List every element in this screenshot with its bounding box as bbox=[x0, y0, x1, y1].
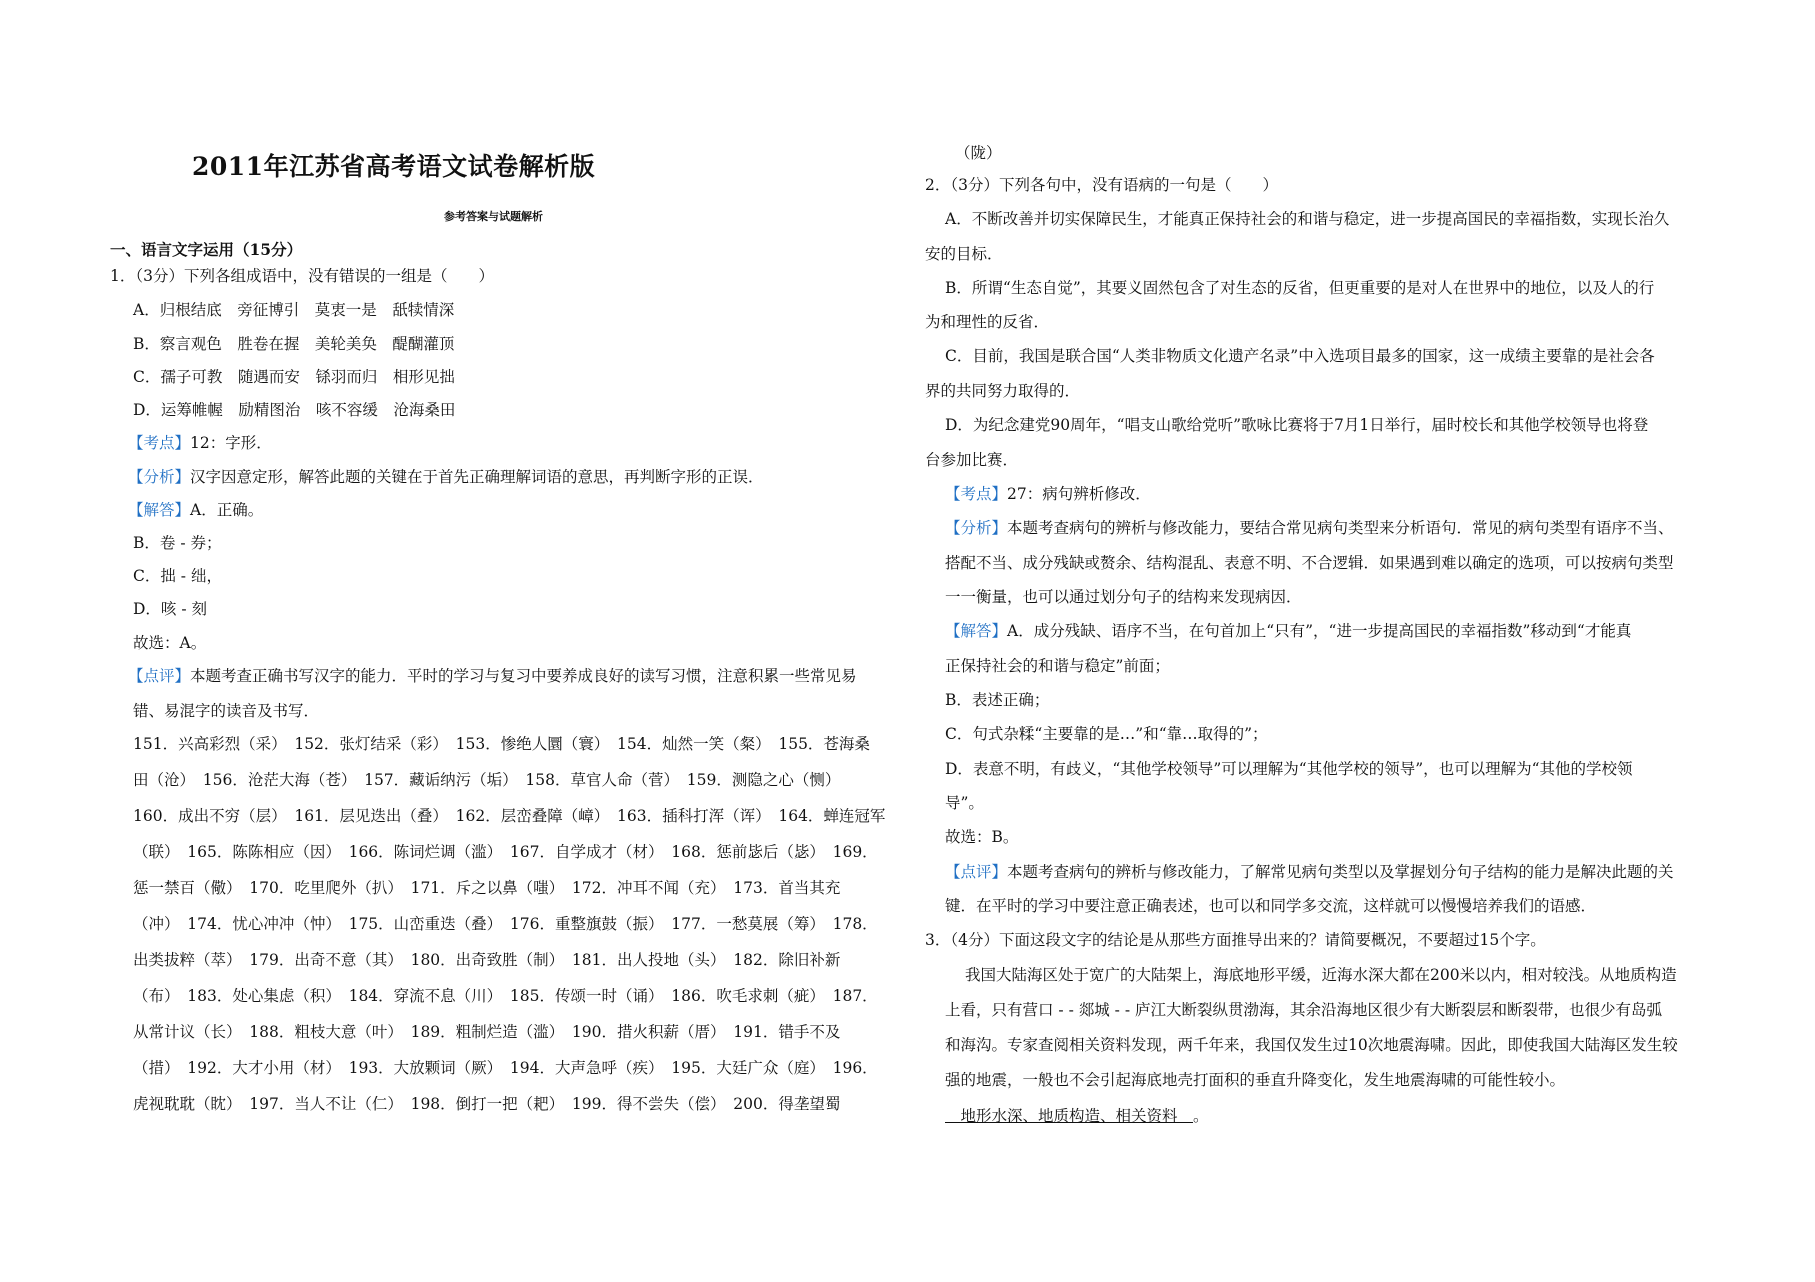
q1-jieda-d: D．咳 - 刻 bbox=[133, 600, 208, 618]
q1-answer: 故选：A。 bbox=[133, 634, 207, 652]
q1-option-d: D．运筹帷幄 励精图治 咳不容缓 沧海桑田 bbox=[133, 401, 456, 419]
kaodian-tag: 【考点】 bbox=[945, 485, 1008, 503]
q2-fenxi-cont: 一一衡量，也可以通过划分句子的结构来发现病因． bbox=[945, 588, 1302, 606]
q1-kaodian bbox=[128, 433, 272, 453]
q1-fenxi-text: 汉字因意定形，解答此题的关键在于首先正确理解词语的意思，再判断字形的正误． bbox=[190, 468, 764, 486]
q2-option-a-cont: 安的目标． bbox=[925, 245, 1003, 263]
list-line: 田（沧） 156．沧茫大海（苍） 157．藏诟纳污（垢） 158．草官人命（菅） 159．测隐之心（恻） bbox=[133, 771, 841, 789]
q2-option-b: B．所谓“生态自觉”，其要义固然包含了对生态的反省，但更重要的是对人在世界中的地位，以及人的行 bbox=[945, 279, 1655, 297]
q1-option-c: C．孺子可教 随遇而安 铩羽而归 相形见拙 bbox=[133, 368, 455, 386]
list-line: 从常计议（长） 188．粗枝大意（叶） 189．粗制烂造（滥） 190．措火积薪（厝） 191．错手不及 bbox=[133, 1023, 841, 1041]
q2-fenxi-text: 本题考查病句的辨析与修改能力，要结合常见病句类型来分析语句．常见的病句类型有语序不当、 bbox=[1007, 519, 1674, 537]
question-1: 1．（3分）下列各组成语中，没有错误的一组是（ ） bbox=[110, 267, 494, 285]
q1-jieda-b: B．卷 - 券； bbox=[133, 534, 222, 552]
q2-answer: 故选：B。 bbox=[945, 828, 1019, 846]
q2-jieda-d-cont: 导”。 bbox=[945, 794, 984, 812]
q1-option-a: A．归根结底 旁征博引 莫衷一是 舐犊情深 bbox=[133, 301, 455, 319]
carryover-text: （陇） bbox=[955, 144, 1002, 162]
fenxi-tag: 【分析】 bbox=[128, 468, 191, 486]
list-line: 151．兴高彩烈（采） 152．张灯结采（彩） 153．惨绝人圜（寰） 154．灿然一笑（粲） 155．苍海桑 bbox=[133, 735, 870, 753]
dianping-tag: 【点评】 bbox=[128, 667, 191, 685]
list-line: （联） 165．陈陈相应（因） 166．陈词烂调（滥） 167．自学成才（材） 168．惩前毖后（毖） 169． bbox=[133, 843, 878, 861]
q2-option-d: D．为纪念建党90周年，“唱支山歌给党听”歌咏比赛将于7月1日举行，届时校长和其他学校领导也将登 bbox=[945, 416, 1649, 434]
q3-answer bbox=[945, 1106, 1209, 1126]
q2-dianping-text: 本题考查病句的辨析与修改能力，了解常见病句类型以及掌握划分句子结构的能力是解决此题的关 bbox=[1007, 863, 1674, 881]
q3-passage: 和海沟。专家查阅相关资料发现，两千年来，我国仅发生过10次地震海啸。因此，即使我国大陆海区发生较 bbox=[945, 1036, 1678, 1054]
list-line: 虎视耽耽（眈） 197．当人不让（仁） 198．倒打一把（耙） 199．得不尝失（偿） 200．得垄望蜀 bbox=[133, 1095, 841, 1113]
section-heading: 一、语言文字运用（15分） bbox=[110, 240, 303, 259]
q3-answer-text: 地形水深、地质构造、相关资料 bbox=[945, 1107, 1194, 1125]
q3-answer-end: 。 bbox=[1193, 1107, 1209, 1125]
q3-passage: 上看，只有营口 - - 郯城 - - 庐江大断裂纵贯渤海，其余沿海地区很少有大断裂层和断裂带，也很少有岛弧 bbox=[945, 1001, 1663, 1019]
q2-fenxi bbox=[945, 518, 1674, 538]
q1-jieda-c: C．拙 - 绌， bbox=[133, 567, 222, 585]
q1-dianping bbox=[128, 666, 857, 686]
q2-option-a: A．不断改善并切实保障民生，才能真正保持社会的和谐与稳定，进一步提高国民的幸福指数，实现长治久 bbox=[945, 210, 1670, 228]
page-title: 2011年江苏省高考语文试卷解析版 bbox=[192, 152, 596, 181]
q2-kaodian-text: 27：病句辨析修改． bbox=[1007, 485, 1151, 503]
q2-fenxi-cont: 搭配不当、成分残缺或赘余、结构混乱、表意不明、不合逻辑．如果遇到难以确定的选项，可以按病句类型 bbox=[945, 554, 1674, 572]
q2-jieda-text: A．成分残缺、语序不当，在句首加上“只有”，“进一步提高国民的幸福指数”移动到“才能真 bbox=[1007, 622, 1632, 640]
list-line: 出类拔粹（萃） 179．出奇不意（其） 180．出奇致胜（制） 181．出人投地（头） 182．除旧补新 bbox=[133, 951, 841, 969]
question-2: 2．（3分）下列各句中，没有语病的一句是（ ） bbox=[925, 176, 1278, 194]
q2-option-b-cont: 为和理性的反省． bbox=[925, 313, 1050, 331]
q1-option-b: B．察言观色 胜卷在握 美轮美奂 醍醐灌顶 bbox=[133, 335, 455, 353]
q1-jieda-text: A．正确。 bbox=[190, 501, 264, 519]
q2-dianping-cont: 键．在平时的学习中要注意正确表述，也可以和同学多交流，这样就可以慢慢培养我们的语感． bbox=[945, 897, 1597, 915]
list-line: 160．成出不穷（层） 161．层见迭出（叠） 162．层峦叠障（嶂） 163．插科打浑（诨） 164．蝉连冠军 bbox=[133, 807, 886, 825]
list-line: （布） 183．处心集虑（积） 184．穿流不息（川） 185．传颂一时（诵） 186．吹毛求刺（疵） 187． bbox=[133, 987, 878, 1005]
q2-jieda-c: C．句式杂糅“主要靠的是…”和“靠…取得的”； bbox=[945, 725, 1268, 743]
question-3: 3．（4分）下面这段文字的结论是从那些方面推导出来的？请简要概况，不要超过15个字。 bbox=[925, 931, 1546, 949]
q1-jieda bbox=[128, 500, 263, 520]
q2-kaodian bbox=[945, 484, 1151, 504]
dianping-tag: 【点评】 bbox=[945, 863, 1008, 881]
q2-jieda-b: B．表述正确； bbox=[945, 691, 1050, 709]
q2-dianping bbox=[945, 862, 1674, 882]
q2-option-c-cont: 界的共同努力取得的． bbox=[925, 382, 1081, 400]
list-line: 惩一禁百（儆） 170．吃里爬外（扒） 171．斥之以鼻（嗤） 172．冲耳不闻（充） 173．首当其充 bbox=[133, 879, 841, 897]
list-line: （冲） 174．忧心冲冲（忡） 175．山峦重迭（叠） 176．重整旗鼓（振） 177．一愁莫展（筹） 178． bbox=[133, 915, 878, 933]
q2-option-d-cont: 台参加比赛． bbox=[925, 451, 1019, 469]
q3-passage: 我国大陆海区处于宽广的大陆架上，海底地形平缓，近海水深大都在200米以内，相对较浅。从地质构造 bbox=[965, 966, 1677, 984]
q3-passage: 强的地震，一般也不会引起海底地壳打面积的垂直升降变化，发生地震海啸的可能性较小。 bbox=[945, 1071, 1566, 1089]
q2-jieda-d: D．表意不明，有歧义，“其他学校领导”可以理解为“其他学校的领导”，也可以理解为“其他的学校领 bbox=[945, 760, 1633, 778]
q1-fenxi bbox=[128, 467, 764, 487]
jieda-tag: 【解答】 bbox=[128, 501, 191, 519]
q1-dianping-text: 本题考查正确书写汉字的能力．平时的学习与复习中要养成良好的读写习惯，注意积累一些常见易 bbox=[190, 667, 857, 685]
kaodian-tag: 【考点】 bbox=[128, 434, 191, 452]
q2-option-c: C．目前，我国是联合国“人类非物质文化遗产名录”中入选项目最多的国家，这一成绩主要靠的是社会各 bbox=[945, 347, 1655, 365]
subtitle: 参考答案与试题解析 bbox=[444, 210, 543, 223]
list-line: （措） 192．大才小用（材） 193．大放颗词（厥） 194．大声急呼（疾） 195．大廷广众（庭） 196． bbox=[133, 1059, 878, 1077]
jieda-tag: 【解答】 bbox=[945, 622, 1008, 640]
fenxi-tag: 【分析】 bbox=[945, 519, 1008, 537]
q1-kaodian-text: 12：字形． bbox=[190, 434, 272, 452]
q2-jieda-cont: 正保持社会的和谐与稳定”前面； bbox=[945, 657, 1170, 675]
q1-dianping-cont: 错、易混字的读音及书写． bbox=[133, 702, 320, 720]
q2-jieda bbox=[945, 621, 1631, 641]
